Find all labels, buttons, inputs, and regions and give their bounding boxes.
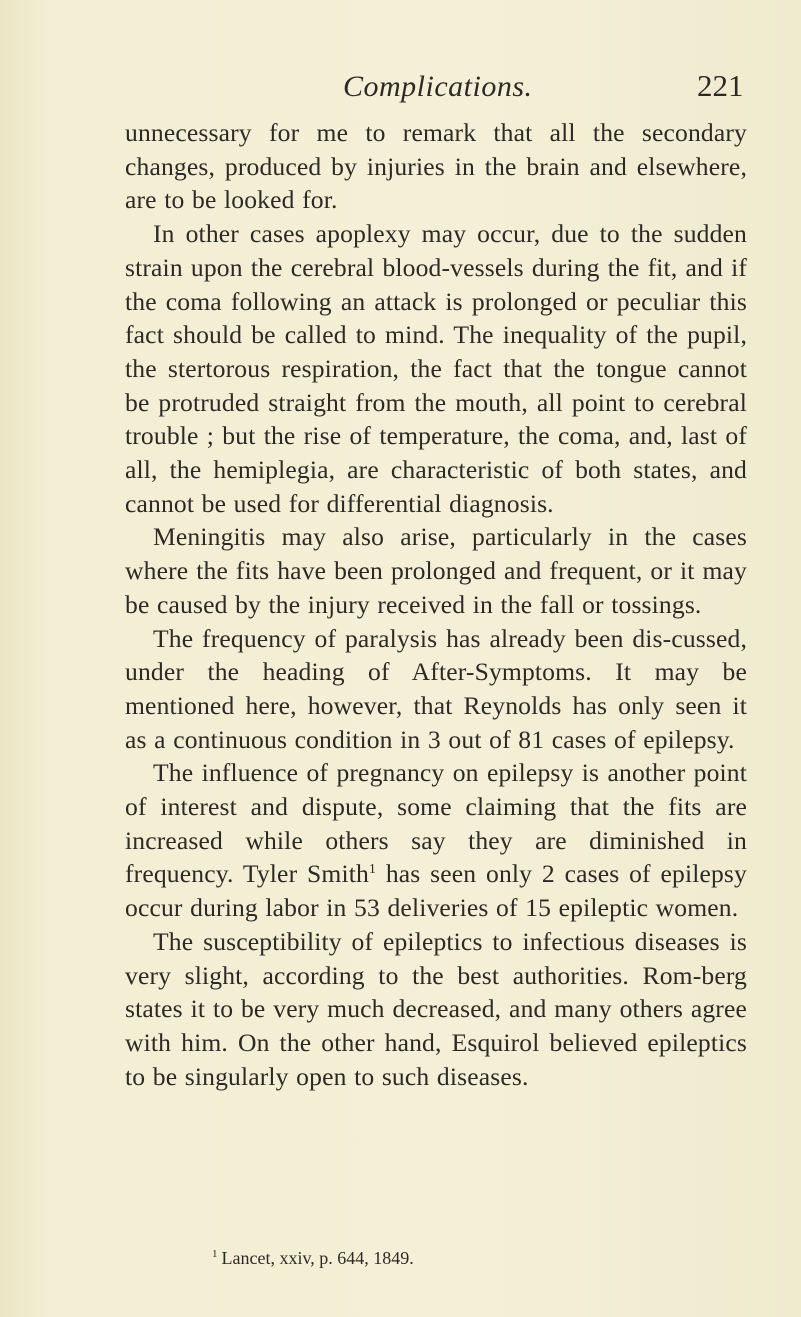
footnote-mark: 1 [212, 1248, 218, 1260]
paragraph-meningitis: Meningitis may also arise, particularly in the cases where the fits have been prolonged and frequent, or it may be caused by the injury received in the fall or tossings. [125, 522, 747, 619]
paragraph-continuation: unnecessary for me to remark that all the secondary changes, produced by injuries in the brain and elsewhere, are to be looked for. [125, 118, 747, 215]
paragraph-infectious-diseases: The susceptibility of epileptics to infectious diseases is very slight, according to the best authorities. Rom-berg states it to be very much decreased, and many others agree with him. On the other hand, Esquirol believed epileptics to be singularly open to such diseases. [125, 926, 747, 1091]
page-number: 221 [697, 68, 744, 103]
paragraph-paralysis: The frequency of paralysis has already been dis-cussed, under the heading of After-Symptoms. It may be mentioned here, however, that Reynolds has only seen it as a continuous condition in 3 out of 81 cases of epilepsy. [125, 623, 747, 754]
footnote-text: Lancet, xxiv, p. 644, 1849. [221, 1248, 414, 1268]
pregnancy-text-after-note: has seen only 2 cases of epilepsy occur during labor in 53 deliveries of 15 epileptic women. [125, 859, 747, 923]
pregnancy-text-before-note: The influence of pregnancy on epilepsy is another point of interest and dispute, some claiming that the fits are increased while others say they are diminished in frequency. Tyler Smith [125, 758, 747, 889]
paragraph-apoplexy: In other cases apoplexy may occur, due to the sudden strain upon the cerebral blood-vessels during the fit, and if the coma following an attack is prolonged or peculiar this fact should be called to mind. The inequality of the pupil, the stertorous respiration, the fact that the tongue cannot be protruded straight from the mouth, all point to cerebral trouble ; but the rise of temperature, the coma, and, last of all, the hemiplegia, are characteristic of both states, and cannot be used for differential diagnosis. [125, 219, 747, 518]
body-text [125, 116, 747, 1093]
footnote [212, 1247, 414, 1269]
paragraph-pregnancy [125, 756, 747, 925]
footnote-reference: 1 [368, 862, 377, 878]
page-header [0, 68, 801, 108]
running-head: Complications. [343, 70, 533, 103]
